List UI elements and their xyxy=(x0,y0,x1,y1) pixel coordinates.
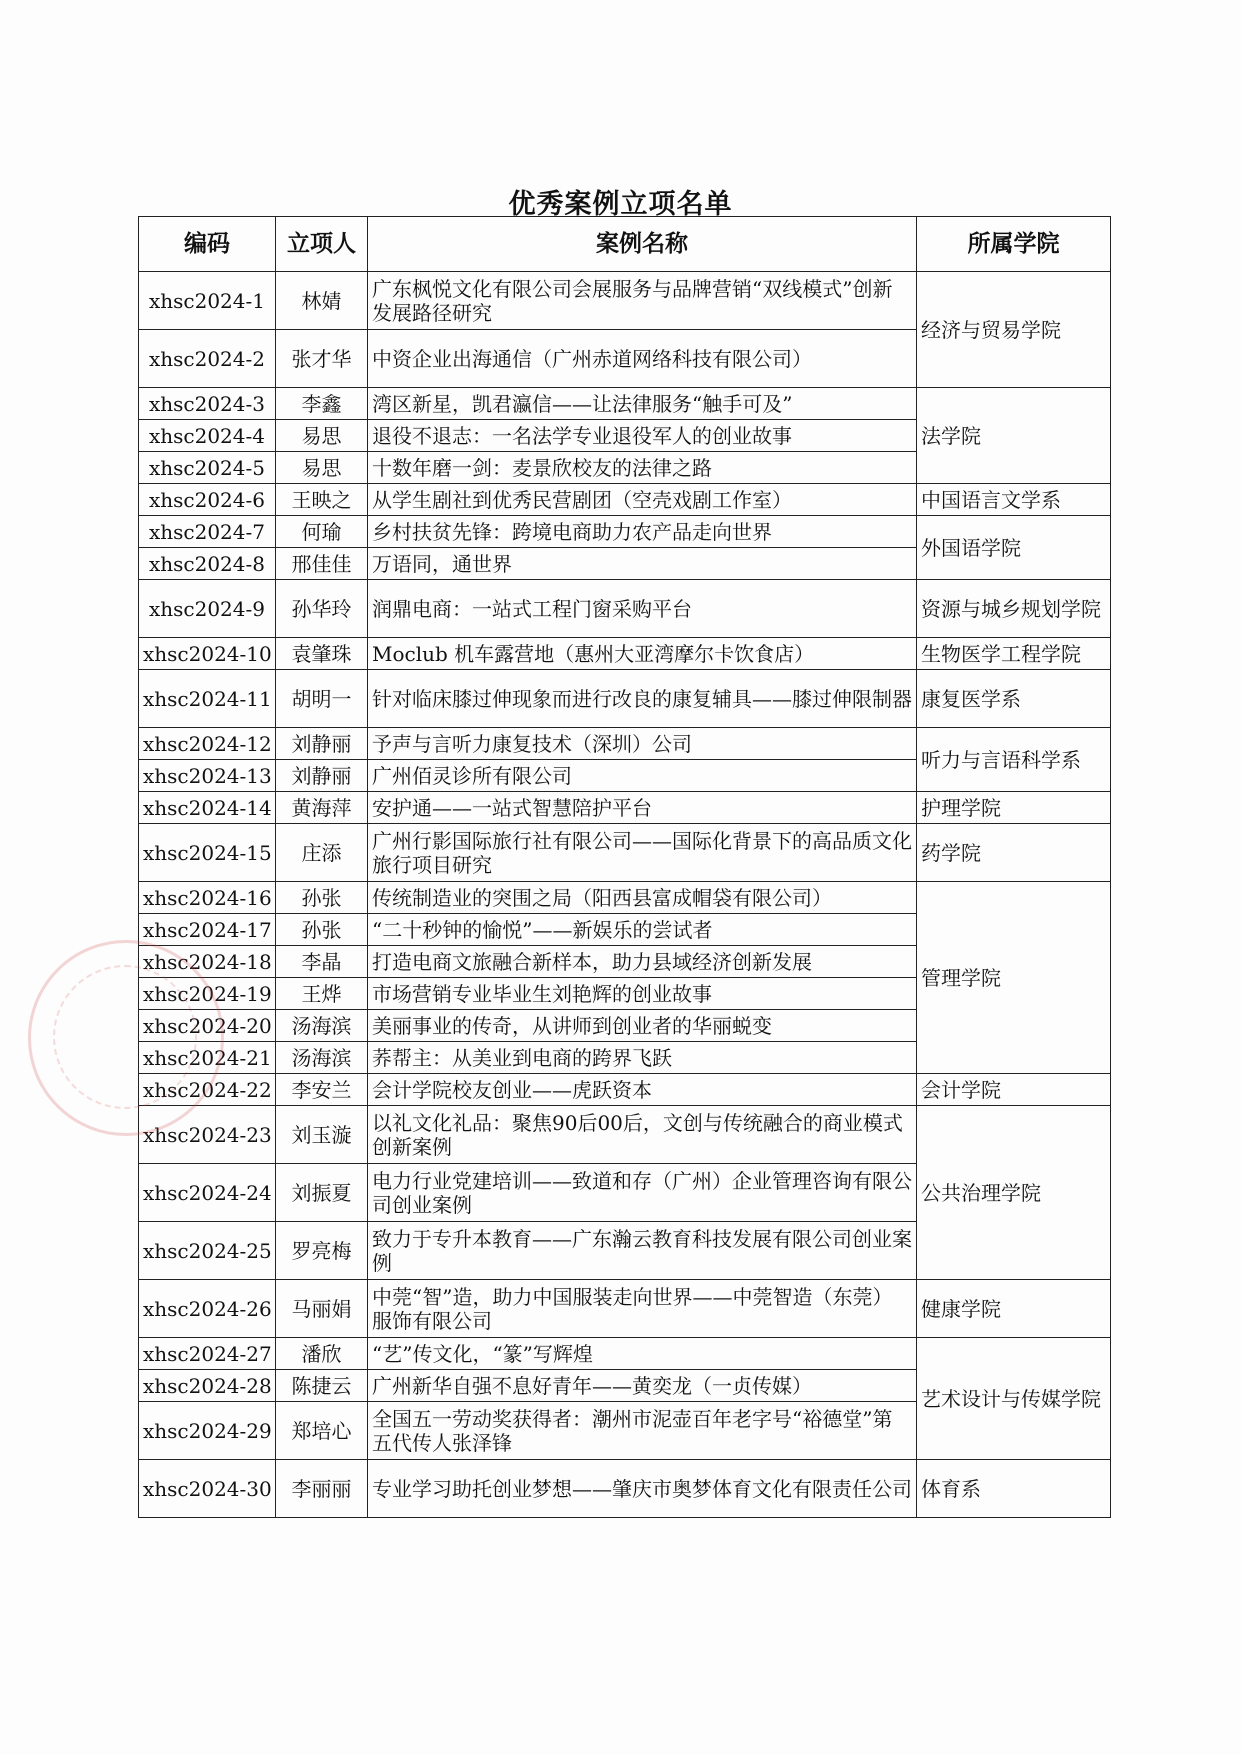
cell-person: 潘欣 xyxy=(276,1338,368,1370)
cell-code: xhsc2024-24 xyxy=(139,1164,276,1222)
table-row xyxy=(139,1106,1111,1164)
cell-case-title: 专业学习助托创业梦想——肇庆市奥梦体育文化有限责任公司 xyxy=(368,1460,917,1518)
cell-college: 资源与城乡规划学院 xyxy=(917,580,1111,638)
table-row xyxy=(139,792,1111,824)
cell-case-title: Moclub 机车露营地（惠州大亚湾摩尔卡饮食店） xyxy=(368,638,917,670)
header-person: 立项人 xyxy=(276,217,368,272)
cell-code: xhsc2024-17 xyxy=(139,914,276,946)
cell-case-title: 安护通——一站式智慧陪护平台 xyxy=(368,792,917,824)
case-list-table xyxy=(138,216,1111,1518)
cell-case-title: 予声与言听力康复技术（深圳）公司 xyxy=(368,728,917,760)
table-row xyxy=(139,824,1111,882)
cell-code: xhsc2024-3 xyxy=(139,388,276,420)
cell-case-title: 从学生剧社到优秀民营剧团（空壳戏剧工作室） xyxy=(368,484,917,516)
table-row xyxy=(139,1074,1111,1106)
cell-person: 汤海滨 xyxy=(276,1042,368,1074)
cell-code: xhsc2024-18 xyxy=(139,946,276,978)
cell-college: 公共治理学院 xyxy=(917,1106,1111,1280)
cell-person: 刘静丽 xyxy=(276,760,368,792)
cell-college: 药学院 xyxy=(917,824,1111,882)
cell-case-title: 荞帮主：从美业到电商的跨界飞跃 xyxy=(368,1042,917,1074)
cell-college: 会计学院 xyxy=(917,1074,1111,1106)
cell-person: 孙张 xyxy=(276,914,368,946)
cell-case-title: “二十秒钟的愉悦”——新娱乐的尝试者 xyxy=(368,914,917,946)
cell-code: xhsc2024-11 xyxy=(139,670,276,728)
table-row xyxy=(139,272,1111,330)
cell-code: xhsc2024-5 xyxy=(139,452,276,484)
cell-case-title: 湾区新星，凯君瀛信——让法律服务“触手可及” xyxy=(368,388,917,420)
table-row xyxy=(139,1338,1111,1370)
cell-case-title: 致力于专升本教育——广东瀚云教育科技发展有限公司创业案例 xyxy=(368,1222,917,1280)
cell-person: 王映之 xyxy=(276,484,368,516)
cell-case-title: 广东枫悦文化有限公司会展服务与品牌营销“双线模式”创新发展路径研究 xyxy=(368,272,917,330)
cell-code: xhsc2024-30 xyxy=(139,1460,276,1518)
cell-person: 袁肇珠 xyxy=(276,638,368,670)
cell-code: xhsc2024-16 xyxy=(139,882,276,914)
cell-person: 黄海萍 xyxy=(276,792,368,824)
cell-code: xhsc2024-14 xyxy=(139,792,276,824)
cell-case-title: 以礼文化礼品：聚焦90后00后，文创与传统融合的商业模式创新案例 xyxy=(368,1106,917,1164)
cell-code: xhsc2024-29 xyxy=(139,1402,276,1460)
cell-case-title: 中莞“智”造，助力中国服装走向世界——中莞智造（东莞）服饰有限公司 xyxy=(368,1280,917,1338)
cell-college: 听力与言语科学系 xyxy=(917,728,1111,792)
cell-person: 胡明一 xyxy=(276,670,368,728)
table-row xyxy=(139,670,1111,728)
cell-person: 易思 xyxy=(276,452,368,484)
table-row xyxy=(139,638,1111,670)
table-row xyxy=(139,388,1111,420)
cell-code: xhsc2024-10 xyxy=(139,638,276,670)
cell-person: 王烨 xyxy=(276,978,368,1010)
cell-code: xhsc2024-9 xyxy=(139,580,276,638)
cell-case-title: 广州佰灵诊所有限公司 xyxy=(368,760,917,792)
cell-case-title: 乡村扶贫先锋：跨境电商助力农产品走向世界 xyxy=(368,516,917,548)
cell-code: xhsc2024-22 xyxy=(139,1074,276,1106)
cell-person: 李安兰 xyxy=(276,1074,368,1106)
cell-person: 刘玉漩 xyxy=(276,1106,368,1164)
cell-person: 林婧 xyxy=(276,272,368,330)
cell-case-title: 打造电商文旅融合新样本，助力县域经济创新发展 xyxy=(368,946,917,978)
cell-code: xhsc2024-19 xyxy=(139,978,276,1010)
cell-case-title: 电力行业党建培训——致道和存（广州）企业管理咨询有限公司创业案例 xyxy=(368,1164,917,1222)
cell-case-title: 中资企业出海通信（广州赤道网络科技有限公司） xyxy=(368,330,917,388)
cell-person: 刘振夏 xyxy=(276,1164,368,1222)
table-row xyxy=(139,484,1111,516)
cell-person: 郑培心 xyxy=(276,1402,368,1460)
cell-college: 外国语学院 xyxy=(917,516,1111,580)
cell-person: 张才华 xyxy=(276,330,368,388)
cell-code: xhsc2024-1 xyxy=(139,272,276,330)
cell-college: 健康学院 xyxy=(917,1280,1111,1338)
cell-college: 法学院 xyxy=(917,388,1111,484)
header-code: 编码 xyxy=(139,217,276,272)
cell-code: xhsc2024-27 xyxy=(139,1338,276,1370)
cell-college: 康复医学系 xyxy=(917,670,1111,728)
cell-code: xhsc2024-23 xyxy=(139,1106,276,1164)
cell-code: xhsc2024-21 xyxy=(139,1042,276,1074)
cell-person: 汤海滨 xyxy=(276,1010,368,1042)
cell-case-title: 广州新华自强不息好青年——黄奕龙（一贞传媒） xyxy=(368,1370,917,1402)
table-row xyxy=(139,728,1111,760)
cell-code: xhsc2024-13 xyxy=(139,760,276,792)
cell-case-title: 退役不退志：一名法学专业退役军人的创业故事 xyxy=(368,420,917,452)
cell-code: xhsc2024-2 xyxy=(139,330,276,388)
cell-college: 体育系 xyxy=(917,1460,1111,1518)
cell-case-title: 润鼎电商：一站式工程门窗采购平台 xyxy=(368,580,917,638)
cell-person: 李晶 xyxy=(276,946,368,978)
cell-college: 生物医学工程学院 xyxy=(917,638,1111,670)
table-row xyxy=(139,882,1111,914)
cell-code: xhsc2024-15 xyxy=(139,824,276,882)
table-header-row xyxy=(139,217,1111,272)
cell-code: xhsc2024-12 xyxy=(139,728,276,760)
cell-code: xhsc2024-26 xyxy=(139,1280,276,1338)
cell-code: xhsc2024-7 xyxy=(139,516,276,548)
table-row xyxy=(139,516,1111,548)
cell-college: 护理学院 xyxy=(917,792,1111,824)
table-row xyxy=(139,1280,1111,1338)
cell-college: 经济与贸易学院 xyxy=(917,272,1111,388)
cell-person: 李丽丽 xyxy=(276,1460,368,1518)
cell-college: 中国语言文学系 xyxy=(917,484,1111,516)
cell-college: 艺术设计与传媒学院 xyxy=(917,1338,1111,1460)
cell-case-title: 会计学院校友创业——虎跃资本 xyxy=(368,1074,917,1106)
cell-person: 李鑫 xyxy=(276,388,368,420)
header-case-title: 案例名称 xyxy=(368,217,917,272)
cell-code: xhsc2024-20 xyxy=(139,1010,276,1042)
table-row xyxy=(139,580,1111,638)
cell-person: 邢佳佳 xyxy=(276,548,368,580)
cell-person: 马丽娟 xyxy=(276,1280,368,1338)
page-title: 优秀案例立项名单 xyxy=(508,189,733,220)
cell-case-title: 市场营销专业毕业生刘艳辉的创业故事 xyxy=(368,978,917,1010)
cell-person: 罗亮梅 xyxy=(276,1222,368,1280)
cell-case-title: “艺”传文化，“篆”写辉煌 xyxy=(368,1338,917,1370)
cell-person: 易思 xyxy=(276,420,368,452)
cell-case-title: 万语同，通世界 xyxy=(368,548,917,580)
cell-code: xhsc2024-4 xyxy=(139,420,276,452)
cell-college: 管理学院 xyxy=(917,882,1111,1074)
cell-person: 庄添 xyxy=(276,824,368,882)
cell-case-title: 针对临床膝过伸现象而进行改良的康复辅具——膝过伸限制器 xyxy=(368,670,917,728)
cell-case-title: 十数年磨一剑：麦景欣校友的法律之路 xyxy=(368,452,917,484)
cell-person: 孙张 xyxy=(276,882,368,914)
cell-person: 刘静丽 xyxy=(276,728,368,760)
cell-code: xhsc2024-25 xyxy=(139,1222,276,1280)
cell-person: 陈捷云 xyxy=(276,1370,368,1402)
cell-case-title: 传统制造业的突围之局（阳西县富成帽袋有限公司） xyxy=(368,882,917,914)
cell-code: xhsc2024-6 xyxy=(139,484,276,516)
cell-person: 何瑜 xyxy=(276,516,368,548)
table-row xyxy=(139,1460,1111,1518)
cell-case-title: 美丽事业的传奇，从讲师到创业者的华丽蜕变 xyxy=(368,1010,917,1042)
cell-case-title: 全国五一劳动奖获得者：潮州市泥壶百年老字号“裕德堂”第五代传人张泽锋 xyxy=(368,1402,917,1460)
cell-code: xhsc2024-8 xyxy=(139,548,276,580)
header-college: 所属学院 xyxy=(917,217,1111,272)
cell-code: xhsc2024-28 xyxy=(139,1370,276,1402)
cell-person: 孙华玲 xyxy=(276,580,368,638)
cell-case-title: 广州行影国际旅行社有限公司——国际化背景下的高品质文化旅行项目研究 xyxy=(368,824,917,882)
